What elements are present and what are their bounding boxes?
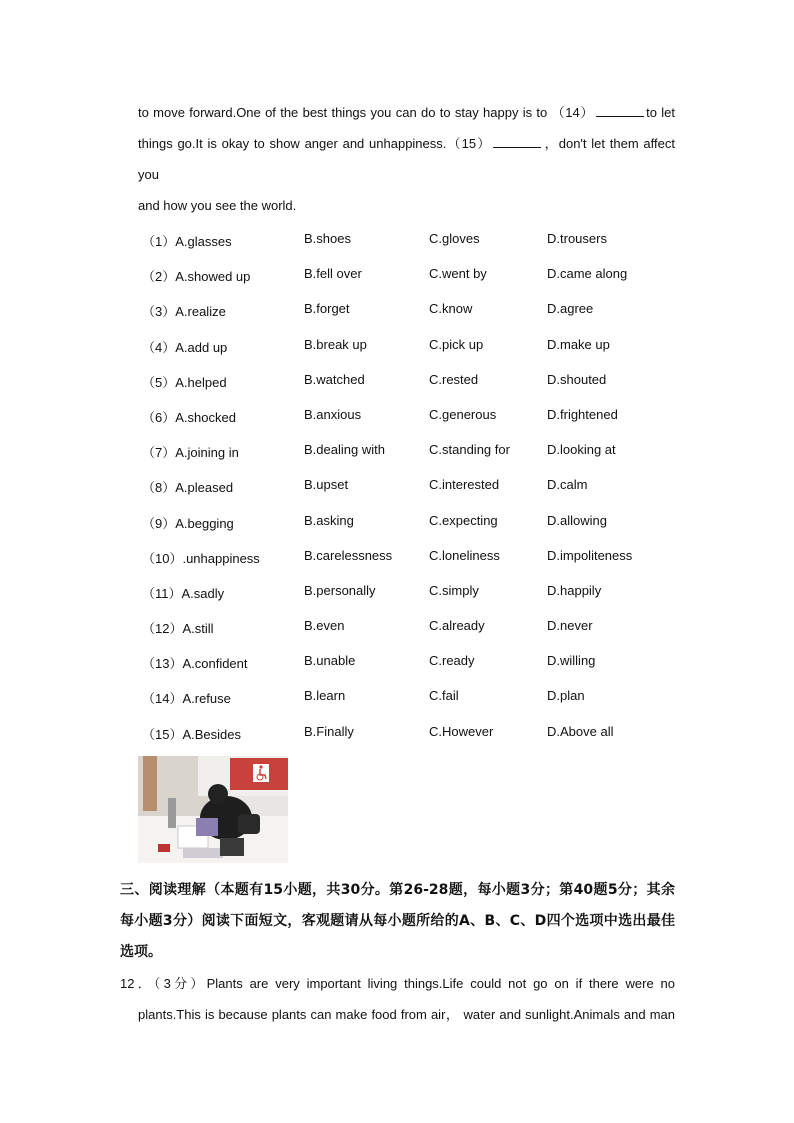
option-a: （11）A.sadly	[142, 585, 225, 601]
option-a: （3）A.realize	[142, 304, 226, 320]
option-d: D.looking at	[547, 442, 616, 458]
option-row	[142, 649, 662, 684]
option-c: C.pick up	[429, 336, 484, 352]
answer-options-list	[142, 227, 662, 755]
question-12-line-1: 12．（3分）Plants are very important living things.Life could not go on if there were no	[120, 976, 675, 991]
option-b: B.fell over	[304, 266, 362, 282]
option-d: D.willing	[547, 653, 596, 669]
answer-blank-15	[493, 136, 541, 148]
option-row	[142, 368, 662, 403]
option-row	[142, 262, 662, 297]
option-a: （5）A.helped	[142, 374, 227, 390]
option-row	[142, 438, 662, 473]
option-b: B.unable	[304, 653, 356, 669]
option-d: D.plan	[547, 688, 585, 704]
section-heading-line-1: 三、阅读理解（本题有15小题，共30分。第26-28题，每小题3分；第40题5分；其余	[120, 882, 675, 898]
option-row	[142, 333, 662, 368]
section-heading-line-3: 选项。	[120, 944, 162, 960]
option-c: C.expecting	[429, 512, 498, 528]
option-b: B.even	[304, 618, 345, 634]
option-d: D.came along	[547, 266, 628, 282]
option-c: C.went by	[429, 266, 487, 282]
option-c: C.know	[429, 301, 473, 317]
photo-person-crouching	[138, 756, 288, 863]
option-a: （15）A.Besides	[142, 726, 241, 742]
option-row	[142, 509, 662, 544]
question-12-line-2: plants.This is because plants can make food from air， water and sunlight.Animals and man	[138, 1007, 675, 1022]
option-d: D.agree	[547, 301, 594, 317]
option-d: D.trousers	[547, 231, 607, 246]
option-a: （2）A.showed up	[142, 269, 251, 285]
option-a: （10）.unhappiness	[142, 550, 260, 566]
option-a: （13）A.confident	[142, 656, 248, 672]
option-a: （14）A.refuse	[142, 691, 231, 707]
option-row	[142, 403, 662, 438]
option-b: B.learn	[304, 688, 346, 704]
option-a: （4）A.add up	[142, 339, 228, 355]
option-d: D.impoliteness	[547, 547, 633, 563]
option-row	[142, 297, 662, 332]
section-heading-line-2: 每小题3分）阅读下面短文，客观题请从每小题所给的A、B、C、D四个选项中选出最佳	[120, 913, 675, 929]
option-c: C.interested	[429, 477, 500, 493]
option-c: C.loneliness	[429, 547, 500, 563]
option-c: C.fail	[429, 688, 459, 704]
option-b: B.forget	[304, 301, 350, 317]
option-a: （1）A.glasses	[142, 234, 232, 249]
option-b: B.anxious	[304, 406, 362, 422]
option-d: D.shouted	[547, 371, 607, 387]
option-c: C.rested	[429, 371, 479, 387]
passage-line-2: things go.It is okay to show anger and unhappiness.（15） ，don't let them affect you	[138, 136, 675, 182]
option-b: B.break up	[304, 336, 367, 352]
option-b: B.asking	[304, 512, 354, 528]
option-c: C.However	[429, 723, 494, 739]
option-a: （7）A.joining in	[142, 445, 239, 461]
option-a: （8）A.pleased	[142, 480, 234, 496]
option-row	[142, 579, 662, 614]
option-b: B.carelessness	[304, 547, 393, 563]
option-d: D.allowing	[547, 512, 607, 528]
illustration-photo	[138, 756, 288, 863]
option-row	[142, 473, 662, 508]
option-c: C.standing for	[429, 442, 510, 458]
option-row	[142, 720, 662, 755]
option-b: B.personally	[304, 582, 376, 598]
option-b: B.upset	[304, 477, 349, 493]
option-a: （6）A.shocked	[142, 409, 236, 425]
option-row	[142, 684, 662, 719]
option-b: B.shoes	[304, 231, 351, 246]
question-12	[120, 968, 675, 1030]
section-heading-reading	[120, 875, 675, 968]
option-c: C.simply	[429, 582, 479, 598]
option-c: C.already	[429, 618, 485, 634]
option-d: D.frightened	[547, 406, 618, 422]
option-c: C.generous	[429, 406, 497, 422]
option-d: D.happily	[547, 582, 602, 598]
passage-line-1: to move forward.One of the best things you can do to stay happy is to （14） to let	[138, 105, 675, 120]
option-row	[142, 614, 662, 649]
option-d: D.Above all	[547, 723, 614, 739]
option-d: D.never	[547, 618, 593, 634]
option-a: （9）A.begging	[142, 515, 234, 531]
option-b: B.watched	[304, 371, 365, 387]
answer-blank-14	[596, 105, 644, 117]
option-b: B.Finally	[304, 723, 354, 739]
option-row	[142, 544, 662, 579]
option-c: C.gloves	[429, 231, 480, 246]
passage-continuation	[138, 97, 675, 221]
option-c: C.ready	[429, 653, 475, 669]
option-a: （12）A.still	[142, 621, 214, 637]
option-d: D.calm	[547, 477, 588, 493]
passage-line-3: and how you see the world.	[138, 198, 297, 213]
option-b: B.dealing with	[304, 442, 385, 458]
option-d: D.make up	[547, 336, 610, 352]
option-row	[142, 227, 662, 262]
